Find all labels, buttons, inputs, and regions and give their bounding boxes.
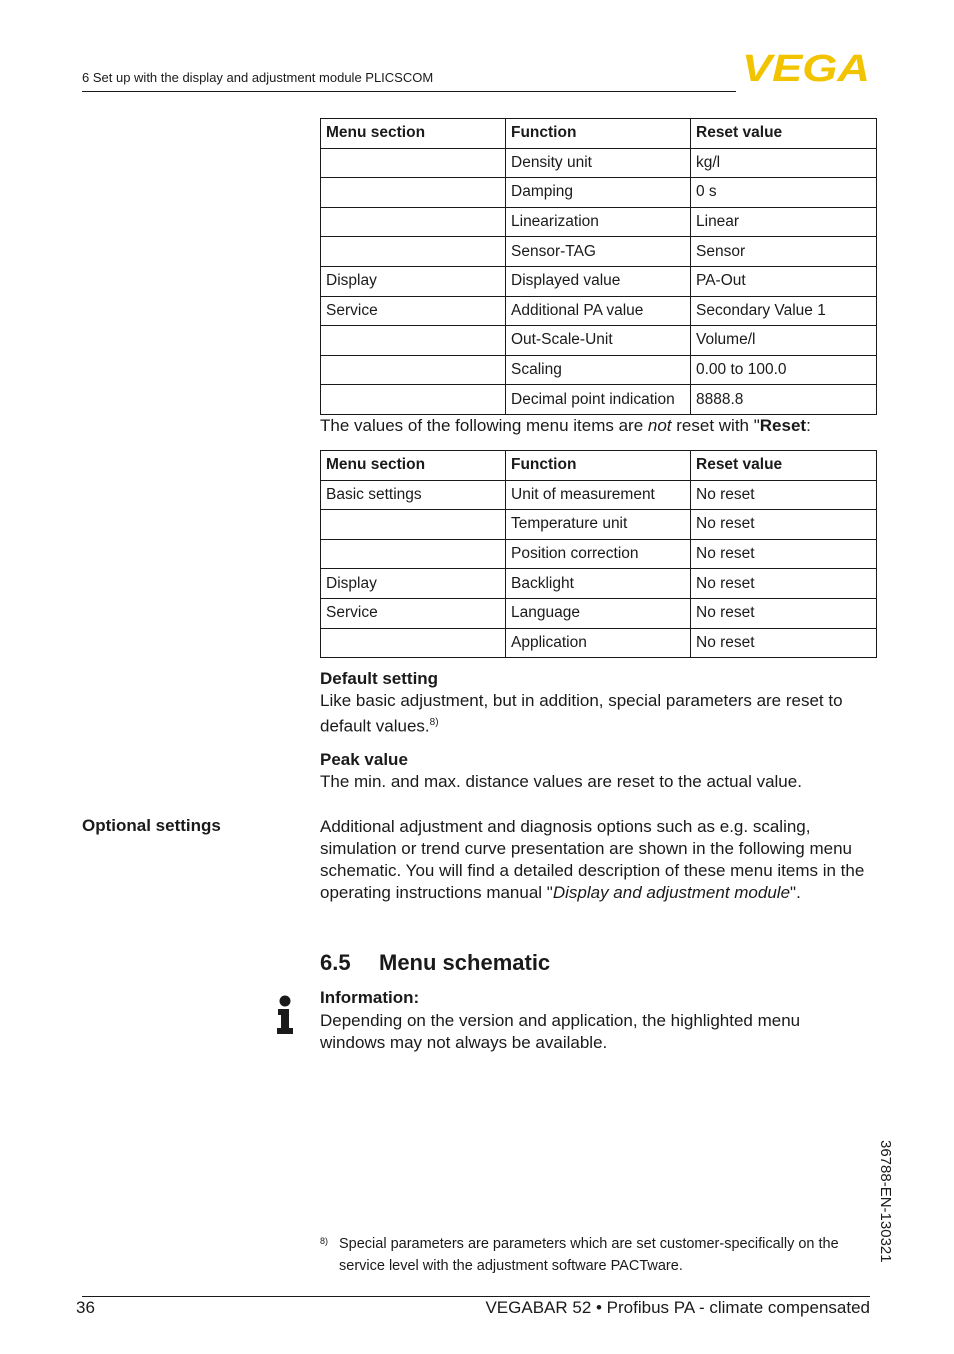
- table-row: [321, 178, 877, 208]
- table-cell: 0.00 to 100.0: [691, 355, 877, 385]
- table-cell: Backlight: [506, 569, 691, 599]
- default-setting-text: [320, 690, 880, 738]
- table-cell: Unit of measurement: [506, 480, 691, 510]
- page-number: 36: [76, 1298, 95, 1317]
- table-cell: Application: [506, 628, 691, 658]
- table-cell: [321, 326, 506, 356]
- table-row: [321, 266, 877, 296]
- table-cell: Decimal point indication: [506, 385, 691, 415]
- table-cell: No reset: [691, 510, 877, 540]
- table-cell: Sensor-TAG: [506, 237, 691, 267]
- vega-logo: [742, 52, 872, 84]
- table-cell: Additional PA value: [506, 296, 691, 326]
- not-reset-table: [320, 450, 877, 658]
- manual-title: Display and adjustment module: [552, 883, 791, 902]
- intro-text: :: [806, 416, 811, 435]
- table-cell: No reset: [691, 569, 877, 599]
- info-icon: [274, 995, 296, 1035]
- table-cell: [321, 178, 506, 208]
- default-setting-heading: Default setting: [320, 669, 439, 688]
- table-cell: Volume/l: [691, 326, 877, 356]
- section-heading: [320, 950, 550, 976]
- footer-product-title: VEGABAR 52 • Profibus PA - climate compensated: [485, 1298, 870, 1317]
- table-cell: [321, 628, 506, 658]
- column-header: Function: [506, 119, 691, 149]
- table-cell: [321, 510, 506, 540]
- table-cell: Display: [321, 569, 506, 599]
- column-header: Function: [506, 451, 691, 481]
- table-row: [321, 598, 877, 628]
- table-cell: PA-Out: [691, 266, 877, 296]
- information-text: Depending on the version and application, the highlighted menu windows may not always be available.: [320, 1011, 801, 1052]
- table-row: [321, 628, 877, 658]
- table-row: [321, 480, 877, 510]
- table-cell: [321, 237, 506, 267]
- column-header: Menu section: [321, 451, 506, 481]
- table-cell: No reset: [691, 598, 877, 628]
- table-cell: No reset: [691, 480, 877, 510]
- section-title: Menu schematic: [379, 950, 551, 975]
- table-cell: No reset: [691, 628, 877, 658]
- footnote-marker: 8): [320, 1236, 329, 1246]
- table-cell: Service: [321, 296, 506, 326]
- table-row: [321, 207, 877, 237]
- table-row: [321, 326, 877, 356]
- table-cell: [321, 539, 506, 569]
- table-cell: Position correction: [506, 539, 691, 569]
- table-row: [321, 148, 877, 178]
- table-cell: Displayed value: [506, 266, 691, 296]
- table-cell: 0 s: [691, 178, 877, 208]
- optional-settings-label: Optional settings: [82, 816, 221, 835]
- table-cell: Language: [506, 598, 691, 628]
- table-cell: Scaling: [506, 355, 691, 385]
- logo-text: VEGA: [742, 52, 870, 84]
- optional-settings-body: Additional adjustment and diagnosis options such as e.g. scaling, simulation or trend curve presentation are shown in the following menu schematic. You will find a detailed description of these menu items in the operating instructions manual ": [320, 817, 865, 902]
- table-header-row: [321, 119, 877, 149]
- optional-settings-body: ".: [790, 883, 801, 902]
- document-number: 36788-EN-130321: [877, 1140, 894, 1263]
- table-cell: [321, 207, 506, 237]
- table-row: [321, 385, 877, 415]
- table-row: [321, 510, 877, 540]
- table-cell: [321, 148, 506, 178]
- reset-values-table: [320, 118, 877, 415]
- table-row: [321, 355, 877, 385]
- table-row: [321, 296, 877, 326]
- table-cell: Temperature unit: [506, 510, 691, 540]
- peak-value-text: The min. and max. distance values are reset to the actual value.: [320, 772, 802, 791]
- table-header-row: [321, 451, 877, 481]
- intro-emphasis: not: [647, 416, 672, 435]
- column-header: Reset value: [691, 451, 877, 481]
- peak-value-heading: Peak value: [320, 750, 408, 769]
- table-row: [321, 539, 877, 569]
- default-setting-body: Like basic adjustment, but in addition, special parameters are reset to default values.: [320, 691, 843, 736]
- column-header: Menu section: [321, 119, 506, 149]
- table-cell: Service: [321, 598, 506, 628]
- intro-bold: Reset: [759, 416, 807, 435]
- table-cell: Display: [321, 266, 506, 296]
- optional-settings-text: [320, 816, 865, 904]
- footnote-reference[interactable]: 8): [429, 717, 439, 728]
- header-rule: [82, 91, 736, 92]
- table-cell: Sensor: [691, 237, 877, 267]
- footnote-text: Special parameters are parameters which are set customer-specifically on the service level with the adjustment software PACTware.: [339, 1236, 839, 1274]
- table-cell: Secondary Value 1: [691, 296, 877, 326]
- table-cell: Out-Scale-Unit: [506, 326, 691, 356]
- table-cell: kg/l: [691, 148, 877, 178]
- table-cell: [321, 385, 506, 415]
- table-row: [321, 569, 877, 599]
- information-heading: Information:: [320, 988, 420, 1007]
- table-cell: [321, 355, 506, 385]
- table-cell: Linearization: [506, 207, 691, 237]
- column-header: Reset value: [691, 119, 877, 149]
- table-cell: Damping: [506, 178, 691, 208]
- table-cell: No reset: [691, 539, 877, 569]
- table-row: [321, 237, 877, 267]
- section-number: 6.5: [320, 950, 351, 975]
- table-cell: 8888.8: [691, 385, 877, 415]
- table-cell: Basic settings: [321, 480, 506, 510]
- running-header: 6 Set up with the display and adjustment module PLICSCOM: [82, 70, 434, 85]
- table-cell: Density unit: [506, 148, 691, 178]
- intro-text: The values of the following menu items are: [320, 416, 648, 435]
- table-cell: Linear: [691, 207, 877, 237]
- not-reset-intro: [320, 416, 811, 436]
- footer-rule: [82, 1296, 870, 1297]
- intro-text: reset with ": [671, 416, 760, 435]
